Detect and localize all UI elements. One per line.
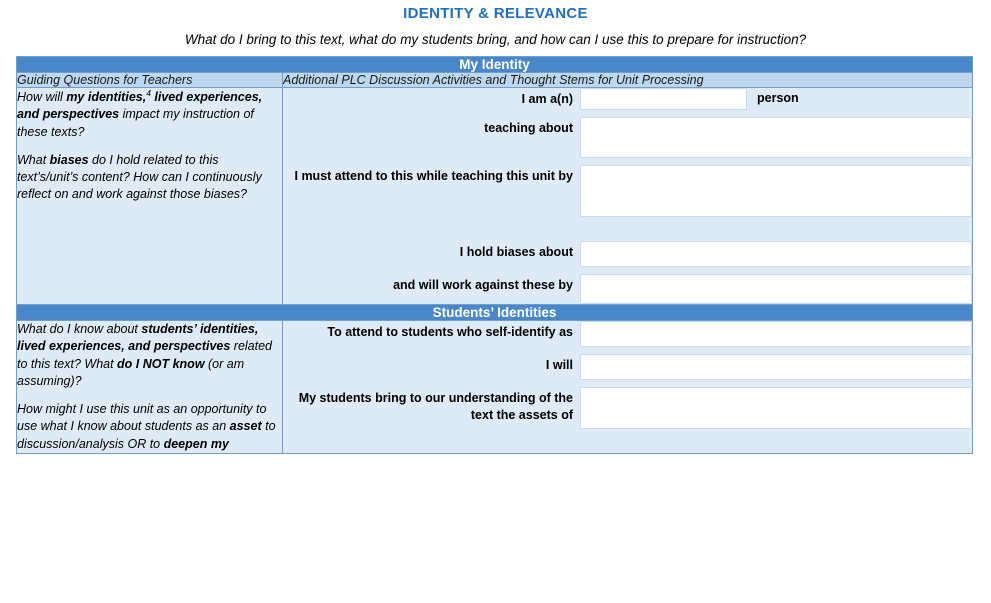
page-subtitle: What do I bring to this text, what do my students bring, and how can I use this to prepare for instruction? xyxy=(184,32,807,47)
section-content-row-my-identity xyxy=(17,88,973,305)
thought-stem-row xyxy=(283,165,972,217)
guiding-question xyxy=(17,401,282,453)
thought-stem-input[interactable] xyxy=(580,387,972,429)
guiding-question xyxy=(17,152,282,204)
thought-stem-trailing-label: person xyxy=(757,91,799,105)
question-text-fragment: do I NOT know xyxy=(117,356,205,371)
thought-stem-row xyxy=(283,241,972,267)
guiding-question xyxy=(17,321,282,390)
table-body xyxy=(17,57,973,454)
question-text-fragment: related to this text? What xyxy=(17,339,273,371)
thought-stem-input[interactable] xyxy=(580,88,747,110)
thought-stem-row xyxy=(283,88,972,110)
question-text-fragment: to discussion/analysis OR to xyxy=(17,419,276,451)
section-content-row-students-identities xyxy=(17,321,973,454)
section-band-row xyxy=(17,57,973,73)
question-text-fragment: students’ identities, lived experiences, and perspectives xyxy=(17,322,259,354)
thought-stem-label: I must attend to this while teaching this unit by xyxy=(294,169,573,183)
thought-stems-my-identity xyxy=(283,88,973,305)
question-text-fragment: lived experiences, and perspectives xyxy=(17,90,263,122)
thought-stem-label: I hold biases about xyxy=(459,245,573,259)
thought-stem-input[interactable] xyxy=(580,274,972,304)
question-text-fragment: How will xyxy=(17,90,67,105)
column-header-left: Guiding Questions for Teachers xyxy=(17,73,283,88)
thought-stem-label: To attend to students who self-identify as xyxy=(327,325,573,339)
column-header-right: Additional PLC Discussion Activities and Thought Stems for Unit Processing xyxy=(283,73,973,88)
question-text-fragment: my identities, xyxy=(66,90,147,105)
question-text-fragment: asset xyxy=(229,419,262,434)
thought-stem-row xyxy=(283,321,972,347)
column-header-row xyxy=(17,73,973,88)
guiding-questions-students-identities xyxy=(17,321,283,454)
thought-stem-label: My students bring to our understanding of the text the assets of xyxy=(298,391,573,422)
thought-stem-label: and will work against these by xyxy=(393,278,573,292)
section-band-students-identities: Students’ Identities xyxy=(17,305,973,321)
section-band-row-2 xyxy=(17,305,973,321)
thought-stem-label: I am a(n) xyxy=(521,92,573,106)
identity-relevance-table xyxy=(16,56,973,454)
question-text-fragment: biases xyxy=(49,152,89,167)
page-title: IDENTITY & RELEVANCE xyxy=(403,5,588,22)
thought-stem-label: I will xyxy=(545,358,573,372)
thought-stems-students-identities xyxy=(283,321,973,454)
thought-stem-row xyxy=(283,274,972,304)
question-text-fragment: How might I use this unit as an opportunity to use what I know about students as an xyxy=(17,402,267,434)
stem-spacer xyxy=(283,224,972,234)
question-text-fragment: impact my instruction of these texts? xyxy=(17,107,254,139)
thought-stem-input[interactable] xyxy=(580,354,972,380)
guiding-questions-my-identity xyxy=(17,88,283,305)
question-text-fragment: do I hold related to this text’s/unit’s content? How can I continuously reflect on and work against those biases? xyxy=(17,152,262,202)
thought-stem-input[interactable] xyxy=(580,165,972,217)
thought-stem-row xyxy=(283,117,972,158)
thought-stem-input[interactable] xyxy=(580,117,972,158)
question-text-fragment: 4 xyxy=(146,88,151,98)
question-text-fragment: What do I know about xyxy=(17,322,142,336)
thought-stem-input[interactable] xyxy=(580,321,972,347)
question-text-fragment: (or am assuming)? xyxy=(17,356,245,388)
thought-stem-row xyxy=(283,354,972,380)
thought-stem-label: teaching about xyxy=(484,121,573,135)
guiding-question xyxy=(17,88,282,141)
thought-stem-input[interactable] xyxy=(580,241,972,267)
question-text-fragment: What xyxy=(17,152,50,167)
thought-stem-row xyxy=(283,387,972,429)
question-text-fragment: deepen my xyxy=(163,436,229,451)
section-band-my-identity: My Identity xyxy=(17,57,973,73)
